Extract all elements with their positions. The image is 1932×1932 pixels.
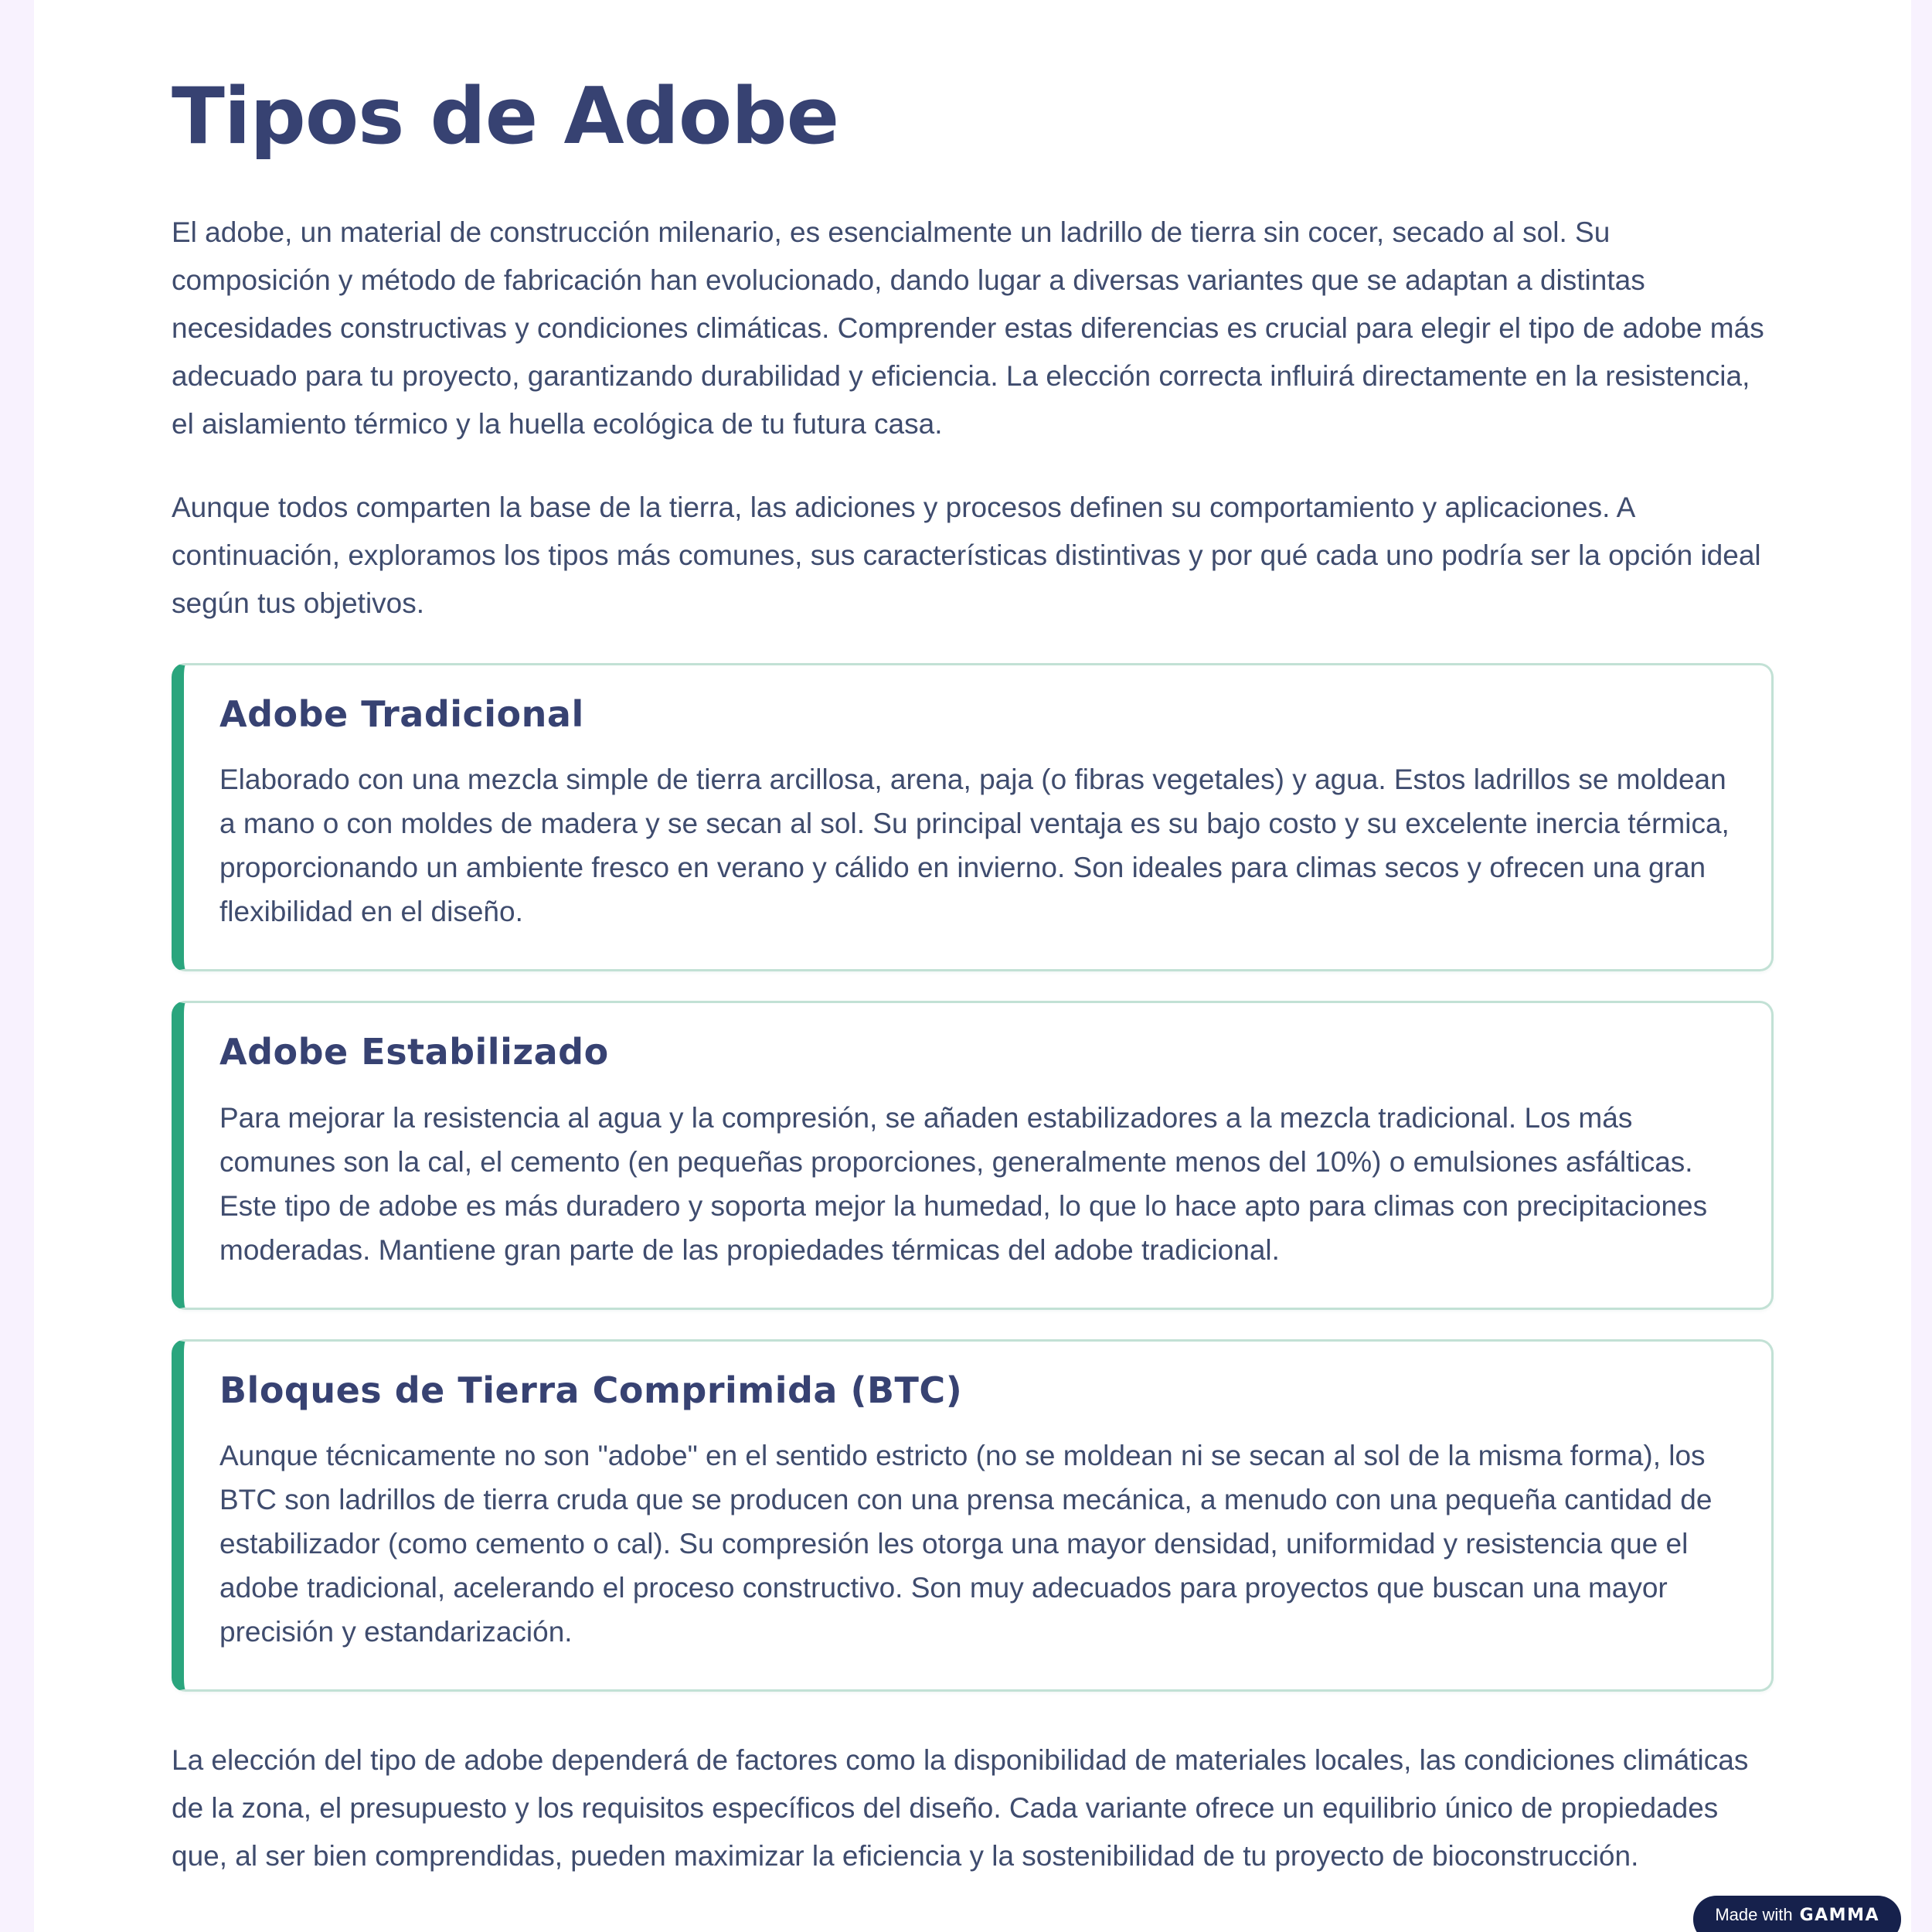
card-list	[172, 663, 1774, 1692]
document-sheet	[34, 0, 1911, 1932]
card-heading: Adobe Tradicional	[219, 693, 584, 736]
gamma-brand-logo: GAMMA	[1799, 1906, 1879, 1925]
intro-paragraph-1: El adobe, un material de construcción milenario, es esencialmente un ladrillo de tierra sin cocer, secado al sol. Su composición y método de fabricación han evolucionado, dando lugar a diversas variantes que se adaptan a distintas necesidades constructivas y condiciones climáticas. Comprender estas diferencias es crucial para elegir el tipo de adobe más adecuado para tu proyecto, garantizando durabilidad y eficiencia. La elección correcta influirá directamente en la resistencia, el aislamiento térmico y la huella ecológica de tu futura casa.	[172, 216, 1764, 440]
card-adobe-estabilizado	[172, 1001, 1774, 1309]
card-heading: Adobe Estabilizado	[219, 1031, 609, 1073]
page-title: Tipos de Adobe	[172, 70, 839, 162]
made-with-gamma-badge[interactable]	[1693, 1896, 1901, 1932]
badge-prefix-text: Made with	[1715, 1905, 1793, 1924]
document-content	[34, 0, 1911, 1880]
card-body-text: Aunque técnicamente no son "adobe" en el sentido estricto (no se moldean ni se secan al sol de la misma forma), los BTC son ladrillos de tierra cruda que se producen con una prensa mecánica, a menudo con una pequeña cantidad de estabilizador (como cemento o cal). Su compresión les otorga una mayor densidad, uniformidad y resistencia que el adobe tradicional, acelerando el proceso constructivo. Son muy adecuados para proyectos que buscan una mayor precisión y estandarización.	[219, 1439, 1713, 1648]
intro-paragraph-2: Aunque todos comparten la base de la tierra, las adiciones y procesos definen su comportamiento y aplicaciones. A continuación, exploramos los tipos más comunes, sus características distintivas y por qué cada uno podría ser la opción ideal según tus objetivos.	[172, 492, 1761, 620]
card-adobe-tradicional	[172, 663, 1774, 971]
closing-paragraph: La elección del tipo de adobe dependerá de factores como la disponibilidad de materiales locales, las condiciones climáticas de la zona, el presupuesto y los requisitos específicos del diseño. Cada variante ofrece un equilibrio único de propiedades que, al ser bien comprendidas, pueden maximizar la eficiencia y la sostenibilidad de tu proyecto de bioconstrucción.	[172, 1743, 1749, 1872]
card-body-text: Elaborado con una mezcla simple de tierra arcillosa, arena, paja (o fibras vegetales) y agua. Estos ladrillos se moldean a mano o con moldes de madera y se secan al sol. Su principal ventaja es su bajo costo y su excelente inercia térmica, proporcionando un ambiente fresco en verano y cálido en invierno. Son ideales para climas secos y ofrecen una gran flexibilidad en el diseño.	[219, 764, 1730, 928]
card-heading: Bloques de Tierra Comprimida (BTC)	[219, 1369, 963, 1411]
card-bloques-tierra-comprimida	[172, 1339, 1774, 1692]
card-body-text: Para mejorar la resistencia al agua y la compresión, se añaden estabilizadores a la mezcla tradicional. Los más comunes son la cal, el cemento (en pequeñas proporciones, generalmente menos del 10%) o emulsiones asfálticas. Este tipo de adobe es más duradero y soporta mejor la humedad, lo que lo hace apto para climas con precipitaciones moderadas. Mantiene gran parte de las propiedades térmicas del adobe tradicional.	[219, 1101, 1708, 1266]
